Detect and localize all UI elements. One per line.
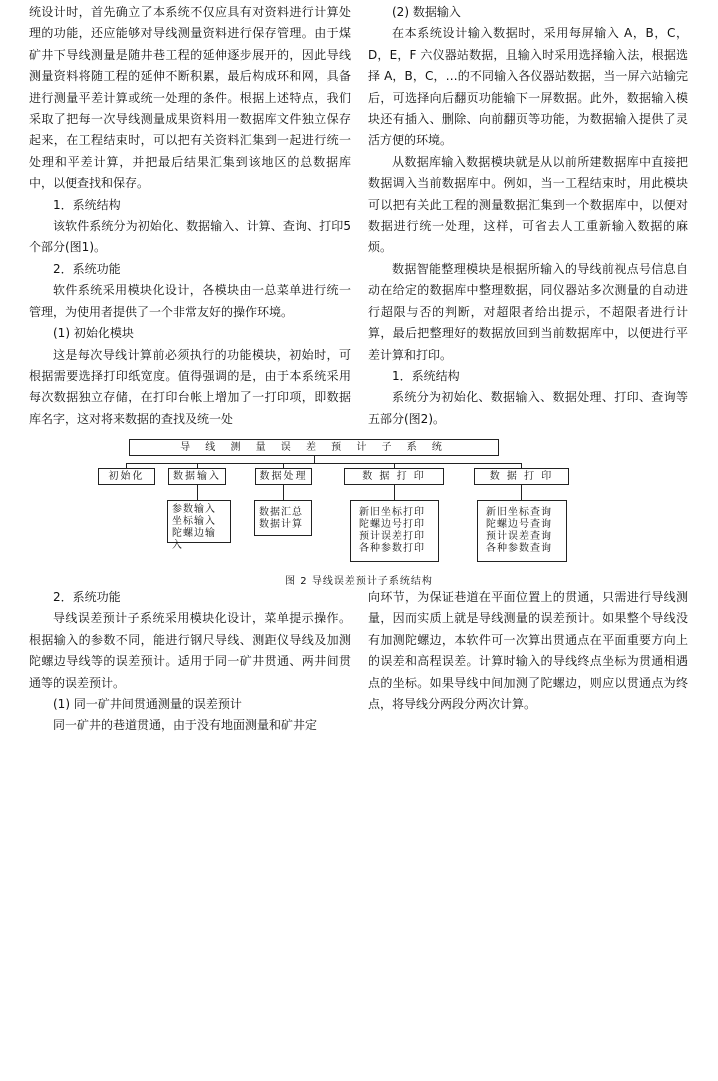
section-heading: 1．系统结构 [53, 197, 121, 212]
connector-line [314, 456, 315, 463]
left-column-bottom [29, 587, 351, 737]
paragraph: 系统分为初始化、数据输入、数据处理、打印、查询等五部分(图2)。 [368, 390, 688, 426]
paragraph: 软件系统采用模块化设计，各模块由一总菜单进行统一管理，为使用者提供了一个非常友好的操作环境。 [29, 283, 351, 319]
right-column-bottom [368, 587, 688, 715]
diagram-root-box: 导 线 测 量 误 差 预 计 子 系 统 [129, 439, 499, 456]
paragraph: 数据智能整理模块是根据所输入的导线前视点号信息自动在给定的数据库中整理数据，同仪器站多次测量的自动进行超限与否的判断，对超限者给出提示，不超限者进行计算，最后把整理好的数据放回到当前数据库中，以便进行平差计算和打印。 [368, 261, 688, 362]
right-column-top [368, 2, 688, 430]
connector-line [394, 485, 395, 500]
connector-line [521, 485, 522, 500]
section-heading: 2．系统功能 [53, 261, 121, 276]
paragraph: 向环节，为保证巷道在平面位置上的贯通，只需进行导线测量，因而实质上就是导线测量的误差预计。如果整个导线没有加测陀螺边，本软件可一次算出贯通点在平面重要方向上的误差和高程误差。计算时输入的导线终点坐标为贯通相遇点的坐标。如果导线中间加测了陀螺边，则应以贯通点为终点，将导线分两段分两次计算。 [368, 590, 688, 712]
paragraph: 导线误差预计子系统采用模块化设计，菜单提示操作。根据输入的参数不同，能进行钢尺导线、测距仪导线及加测陀螺边导线等的误差预计。适用于同一矿井贯通、两井间贯通等的误差预计。 [29, 611, 351, 690]
paragraph: 从数据库输入数据模块就是从以前所建数据库中直接把数据调入当前数据库中。例如，当一工程结束时，用此模块可以把有关此工程的测量数据汇集到一个数据库中，以便对数据进行统一处理，这样，可省去人工重新输入数据的麻烦。 [368, 154, 688, 255]
module-box-print: 数 据 打 印 [344, 468, 444, 485]
paragraph: 这是每次导线计算前必须执行的功能模块，初始时，可根据需要选择打印纸宽度。值得强调的是，由于本系统采用每次数据独立存储，在打印台帐上增加了一打印项，即数据库名字，这对将来数据的查找及统一处 [29, 347, 351, 426]
submodule-box-process: 数据汇总 数据计算 [254, 500, 312, 536]
submodule-box-print: 新旧坐标打印 陀螺边号打印 预计误差打印 各种参数打印 [350, 500, 439, 562]
left-column-top [29, 2, 351, 430]
module-box-init: 初始化 [98, 468, 155, 485]
submodule-box-query: 新旧坐标查询 陀螺边号查询 预计误差查询 各种参数查询 [477, 500, 567, 562]
figure-caption: 图 2 导线误差预计子系统结构 [285, 576, 433, 587]
subsection-heading: (1) 同一矿井间贯通测量的误差预计 [53, 697, 242, 712]
paragraph: 同一矿井的巷道贯通，由于没有地面测量和矿井定 [53, 718, 318, 733]
paragraph: 该软件系统分为初始化、数据输入、计算、查询、打印5个部分(图1)。 [29, 219, 351, 255]
module-box-input: 数据输入 [168, 468, 226, 485]
paragraph: 在本系统设计输入数据时，采用每屏输入 A，B，C，D，E，F 六仪器站数据，且输入时采用选择输入法，根据选择 A，B，C，…的不同输入各仪器站数据，当一屏六站输完后，可选择向后翻页功能输下一屏数据。此外，数据输入模块还有插入、删除、向前翻页等功能，为数据输入提供了灵活方便的环境。 [368, 26, 688, 148]
section-heading: 1．系统结构 [392, 368, 460, 383]
connector-line [197, 485, 198, 500]
module-box-query: 数 据 打 印 [474, 468, 569, 485]
subsection-heading: (2) 数据输入 [392, 5, 461, 19]
connector-line [126, 463, 522, 464]
subsection-heading: (1) 初始化模块 [53, 326, 134, 341]
paragraph: 统设计时，首先确立了本系统不仅应具有对资料进行计算处理的功能，还应能够对导线测量资料进行保存管理。由于煤矿井下导线测量是随井巷工程的延伸逐步展开的，因此导线测量资料将随工程的延伸不断积累，最后构成环和网，具备进行测量平差计算或统一处理的条件。根据上述特点，我们采取了把每一次导线测量成果资料用一数据库文件独立保存起来，在工程结束时，可以把有关资料汇集到一起进行统一处理和平差计算，并把最后结果汇集到该地区的总数据库中，以便查找和保存。 [29, 5, 351, 191]
connector-line [283, 485, 284, 500]
submodule-box-input: 参数输入 坐标输入 陀螺边输入 [167, 500, 231, 543]
section-heading: 2．系统功能 [53, 590, 121, 604]
module-box-process: 数据处理 [255, 468, 312, 485]
